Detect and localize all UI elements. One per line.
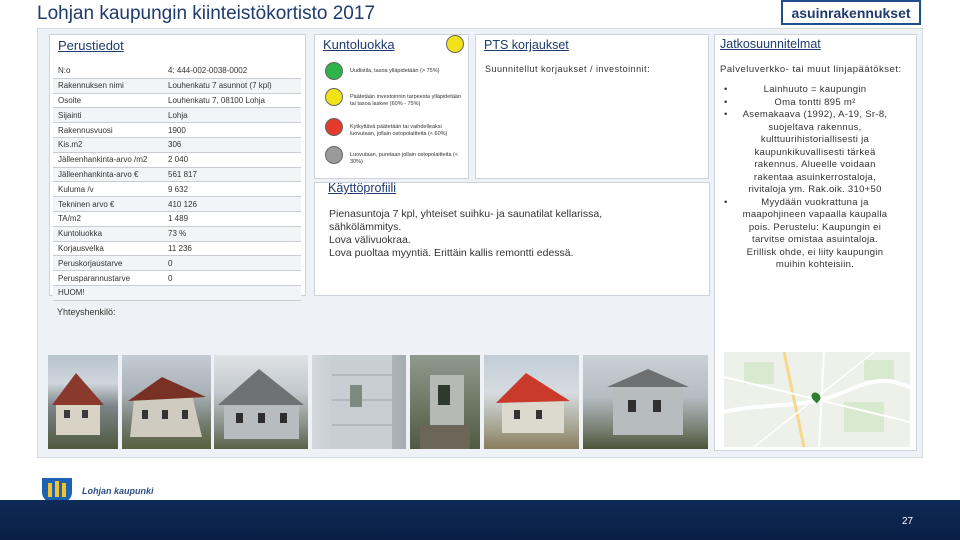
basic-info-row (53, 241, 301, 256)
basic-info-row (53, 152, 301, 167)
basic-info-label: Perusparannustarve (53, 271, 163, 286)
basic-info-value: 306 (163, 137, 301, 152)
basic-info-value: 4: 444-002-0038-0002 (163, 64, 301, 78)
basic-info-label: Jälleenhankinta-arvo /m2 (53, 152, 163, 167)
basic-info-row (53, 137, 301, 152)
legend-text: Uudistila, tasoa ylläpidetään (> 75%) (350, 68, 440, 74)
basic-info-value: 561 817 (163, 167, 301, 182)
basic-info-row (53, 197, 301, 212)
building-photo (214, 355, 308, 449)
building-photo (484, 355, 579, 449)
basic-info-label: Jälleenhankinta-arvo € (53, 167, 163, 182)
legend-text: Päätetään investoinnin tarpeesta ylläpidetään tai tasoa laskee (60% - 75%) (350, 94, 461, 107)
basic-info-label: Korjausvelka (53, 241, 163, 256)
usage-line: Lova välivuokraa. (329, 234, 411, 246)
basic-info-label: Peruskorjaustarve (53, 256, 163, 271)
basic-info-value: 73 % (163, 226, 301, 241)
condition-indicator (446, 35, 464, 53)
basic-info-row (53, 123, 301, 138)
footer-bar (0, 500, 960, 540)
category-tag: asuinrakennukset (781, 0, 921, 25)
basic-info-table (53, 64, 301, 301)
basic-info-value: 0 (163, 256, 301, 271)
page-title: Lohjan kaupungin kiinteistökortisto 2017 (37, 3, 376, 24)
plans-heading: Jatkosuunnitelmat (720, 37, 821, 51)
basic-info-row (53, 271, 301, 286)
basic-info-value: Louhenkatu 7, 08100 Lohja (163, 93, 301, 108)
basic-info-row (53, 226, 301, 241)
basic-info-value: 9 632 (163, 182, 301, 197)
legend-circle-icon (325, 146, 343, 164)
basic-info-label: Rakennusvuosi (53, 123, 163, 138)
usage-line: Pienasuntoja 7 kpl, yhteiset suihku- ja saunatilat kellarissa, (329, 208, 603, 220)
repairs-subtitle: Suunnitellut korjaukset / investoinnit: (485, 64, 651, 74)
basic-info-label: TA/m2 (53, 211, 163, 226)
basic-info-label: Osoite (53, 93, 163, 108)
basic-info-label: HUOM! (53, 285, 163, 300)
plans-list (724, 84, 894, 272)
building-photo (48, 355, 118, 449)
repairs-heading: PTS korjaukset (484, 38, 569, 52)
location-map (724, 352, 910, 447)
basic-info-label: Tekninen arvo € (53, 197, 163, 212)
basic-info-value: 1900 (163, 123, 301, 138)
city-logo-text: Lohjan kaupunki (82, 486, 154, 496)
basic-info-label: Kis.m2 (53, 137, 163, 152)
basic-info-label: N:o (53, 64, 163, 78)
basic-info-label: Sijainti (53, 108, 163, 123)
basic-info-row (53, 285, 301, 300)
basic-info-value: 11 236 (163, 241, 301, 256)
building-photo (122, 355, 211, 449)
building-photo (583, 355, 708, 449)
usage-text (329, 208, 602, 260)
page-number: 27 (902, 516, 914, 527)
basic-info-row (53, 167, 301, 182)
basic-info-value (163, 285, 301, 300)
basic-info-heading: Perustiedot (58, 38, 124, 53)
basic-info-row (53, 64, 301, 78)
legend-text: Kytkyttävä päätetään tai vaihdelleaksi luovutaan, jollain ostopolaitteita (< 60%) (350, 124, 448, 137)
legend-circle-icon (325, 118, 343, 136)
legend-text: Luovutaan, puretaan jollain ostopolaitteita (< 30%) (350, 152, 459, 165)
basic-info-label: Kuntoluokka (53, 226, 163, 241)
basic-info-value: Louhenkatu 7 asunnot (7 kpl) (163, 78, 301, 93)
basic-info-value: Lohja (163, 108, 301, 123)
plans-item: • Asemakaava (1992), A-19, Sr-8, suojeltava rakennus, kulttuurihistoriallisesti ja kaupunkikuvallisesti tärkeä rakennus. Alueelle voidaan rakentaa asuinkerrostaloja, rivitaloja ym. Rak.oik. 310+50 (724, 109, 894, 197)
basic-info-value: 1 489 (163, 211, 301, 226)
basic-info-value: 410 126 (163, 197, 301, 212)
basic-info-value: 0 (163, 271, 301, 286)
building-photo (410, 355, 480, 449)
plans-subtitle: Palveluverkko- tai muut linjapäätökset: (720, 64, 902, 75)
basic-info-row (53, 182, 301, 197)
basic-info-row (53, 108, 301, 123)
plans-item: • Myydään vuokrattuna ja maapohjineen vapaalla kaupalla pois. Perustelu: Kaupungin ei tarvitse omistaa asuintaloja. Erillisk ohde, ei liity kaupungin muihin kohteisiin. (724, 197, 894, 272)
basic-info-label: Rakennuksen nimi (53, 78, 163, 93)
usage-heading: Käyttöprofiili (328, 181, 397, 195)
condition-heading: Kuntoluokka (323, 37, 395, 52)
usage-line: sähkölämmitys. (329, 221, 402, 233)
basic-info-row (53, 78, 301, 93)
repairs-card (475, 34, 709, 179)
basic-info-value: 2 040 (163, 152, 301, 167)
plans-item: • Lainhuuto = kaupungin (724, 84, 894, 97)
basic-info-row (53, 211, 301, 226)
basic-info-row (53, 93, 301, 108)
legend-circle-icon (325, 88, 343, 106)
basic-info-row (53, 256, 301, 271)
contact-label: Yhteyshenkilö: (57, 307, 116, 317)
basic-info-label: Kuluma /v (53, 182, 163, 197)
plans-item: • Oma tontti 895 m² (724, 97, 894, 110)
usage-line: Lova puoltaa myyntiä. Erittäin kallis remontti edessä. (329, 247, 574, 259)
building-photo (312, 355, 406, 449)
legend-circle-icon (325, 62, 343, 80)
